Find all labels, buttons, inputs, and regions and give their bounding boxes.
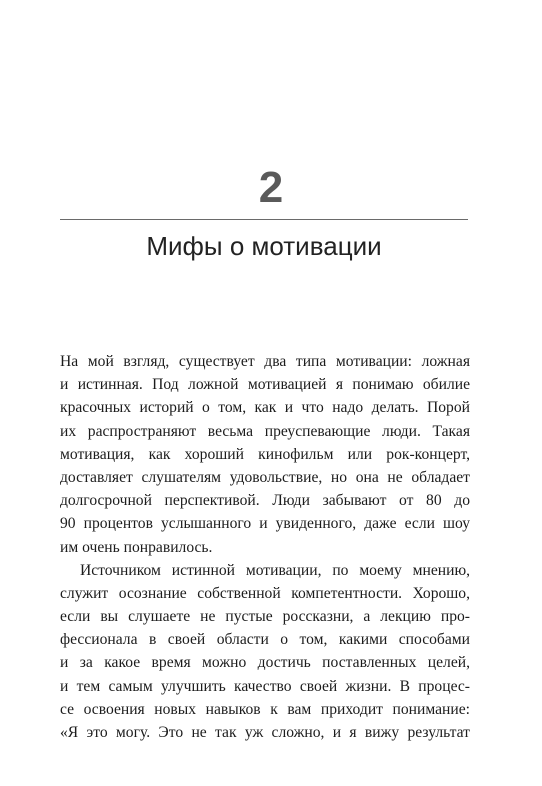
text-line: их распространяют весьма преуспевающие люди. Такая [60, 422, 470, 440]
text-line: мотивация, как хороший кинофильм или рок-концерт, [60, 445, 470, 463]
text-line: красочных историй о том, как и что надо делать. Порой [60, 399, 470, 417]
text-line: Источником истинной мотивации, по моему мнению, [80, 561, 470, 579]
text-line: и истинная. Под ложной мотивацией я понимаю обилие [60, 376, 470, 394]
text-line: На мой взгляд, существует два типа мотивации: ложная [60, 353, 470, 370]
text-line: се освоения новых навыков к вам приходит понимание: [60, 700, 470, 718]
text-line: долгосрочной перспективой. Люди забывают от 80 до [60, 492, 470, 510]
text-line: и за какое время можно достичь поставленных целей, [60, 654, 470, 672]
paragraph-1 [60, 350, 470, 559]
paragraph-2 [60, 559, 470, 745]
chapter-title: Мифы о мотивации [146, 231, 382, 261]
text-line: им очень понравилось. [60, 538, 213, 556]
text-line: доставляет слушателям удовольствие, но она не обладает [60, 468, 470, 486]
body-text [60, 350, 470, 744]
chapter-number: 2 [258, 163, 284, 212]
chapter-divider [60, 219, 468, 220]
text-line: фессионала в своей области о том, какими способами [60, 631, 470, 649]
text-line: 90 процентов услышанного и увиденного, даже если шоу [60, 515, 470, 533]
text-line: служит осознание собственной компетентности. Хорошо, [60, 584, 470, 602]
text-line: если вы слушаете не пустые россказни, а лекцию про- [60, 608, 470, 626]
text-line: «Я это могу. Это не так уж сложно, и я вижу результат [60, 724, 470, 741]
text-line: и тем самым улучшить качество своей жизни. В процес- [60, 677, 470, 695]
